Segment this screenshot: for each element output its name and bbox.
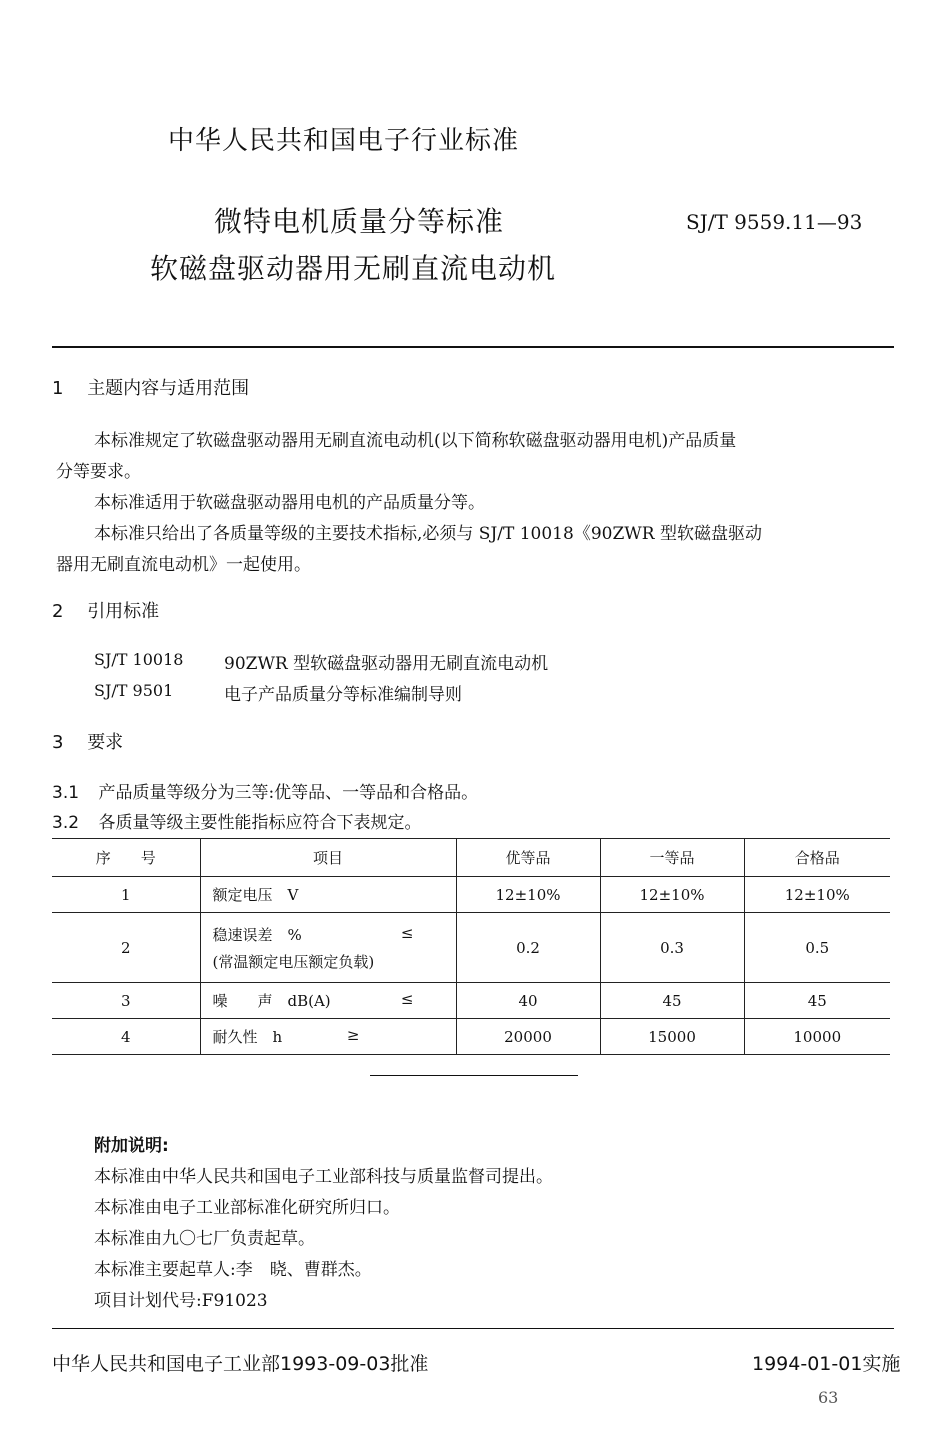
note-line-3: 本标准由九〇七厂负责起草。 [94,1229,315,1249]
section-1-paragraph-3-line-1: 本标准只给出了各质量等级的主要技术指标,必须与 SJ/T 10018《90ZWR 型软磁盘驱动 [94,524,762,544]
row-number: 1 [52,877,200,913]
qualified-grade-value: 10000 [744,1019,890,1055]
section-1-number: 1 [52,378,64,399]
qualified-grade-value: 12±10% [744,877,890,913]
note-line-2: 本标准由电子工业部标准化研究所归口。 [94,1198,400,1218]
end-of-text-rule [370,1075,578,1076]
column-header-superior-grade: 优等品 [456,839,600,877]
superior-grade-value: 0.2 [456,913,600,983]
note-line-1: 本标准由中华人民共和国电子工业部科技与质量监督司提出。 [94,1167,553,1187]
approval-statement: 中华人民共和国电子工业部1993-09-03批准 [52,1353,429,1375]
section-2-title: 引用标准 [87,601,160,622]
comparison-symbol: ≥ [346,1026,360,1044]
column-header-qualified-grade: 合格品 [744,839,890,877]
row-item [200,1019,456,1055]
first-grade-value: 12±10% [600,877,744,913]
document-title-line-1: 微特电机质量分等标准 [214,205,505,238]
first-grade-value: 45 [600,983,744,1019]
clause-3-1-text: 产品质量等级分为三等:优等品、一等品和合格品。 [98,783,479,803]
clause-3-1-number: 3.1 [52,783,80,803]
first-grade-value: 0.3 [600,913,744,983]
column-header-first-grade: 一等品 [600,839,744,877]
row-item-label: 稳速误差 % [212,925,302,944]
section-1-paragraph-1-line-2: 分等要求。 [56,462,141,482]
superior-grade-value: 20000 [456,1019,600,1055]
section-3-number: 3 [52,732,64,753]
section-2-heading [52,597,159,623]
row-item-label: 噪 声 dB(A) [212,992,331,1010]
clause-3-2-text: 各质量等级主要性能指标应符合下表规定。 [98,813,422,833]
section-1-heading [52,374,249,400]
superior-grade-value: 12±10% [456,877,600,913]
effective-date: 1994-01-01实施 [752,1353,901,1375]
row-item-label: 额定电压 V [212,886,299,904]
column-header-number: 序 号 [52,839,200,877]
row-item [200,877,456,913]
quality-grade-table [52,838,890,1055]
row-number: 3 [52,983,200,1019]
row-item [200,983,456,1019]
table-row [52,983,890,1019]
header-divider [52,346,894,348]
comparison-symbol: ≤ [400,990,414,1008]
qualified-grade-value: 45 [744,983,890,1019]
reference-title-1: 90ZWR 型软磁盘驱动器用无刷直流电动机 [224,654,549,674]
page-number: 63 [818,1388,839,1407]
section-1-title: 主题内容与适用范围 [87,378,250,399]
clause-3-1 [52,778,478,803]
superior-grade-value: 40 [456,983,600,1019]
column-header-item: 项目 [200,839,456,877]
table-row [52,913,890,983]
standard-number: SJ/T 9559.11—93 [686,210,863,234]
section-3-heading [52,728,123,754]
table-row [52,1019,890,1055]
issuing-organization-title: 中华人民共和国电子行业标准 [168,126,520,156]
clause-3-2-number: 3.2 [52,813,80,833]
row-number: 4 [52,1019,200,1055]
notes-heading: 附加说明: [94,1136,169,1156]
section-2-number: 2 [52,601,64,622]
first-grade-value: 15000 [600,1019,744,1055]
section-1-paragraph-1-line-1: 本标准规定了软磁盘驱动器用无刷直流电动机(以下简称软磁盘驱动器用电机)产品质量 [94,431,737,451]
qualified-grade-value: 0.5 [744,913,890,983]
row-number: 2 [52,913,200,983]
row-item-note: (常温额定电压额定负载) [212,952,375,971]
section-1-paragraph-2: 本标准适用于软磁盘驱动器用电机的产品质量分等。 [94,493,485,513]
reference-title-2: 电子产品质量分等标准编制导则 [224,685,462,705]
note-line-5: 项目计划代号:F91023 [94,1291,268,1311]
section-1-paragraph-3-line-2: 器用无刷直流电动机》一起使用。 [56,555,311,575]
comparison-symbol: ≤ [400,923,414,942]
reference-code-1: SJ/T 10018 [94,650,184,669]
table-header-row [52,839,890,877]
row-item-label: 耐久性 h [212,1028,283,1046]
document-title-line-2: 软磁盘驱动器用无刷直流电动机 [150,252,557,285]
footer-divider [52,1328,894,1329]
table-row [52,877,890,913]
note-line-4: 本标准主要起草人:李 晓、曹群杰。 [94,1260,372,1280]
section-3-title: 要求 [87,732,124,753]
row-item [200,913,456,983]
reference-code-2: SJ/T 9501 [94,681,174,700]
clause-3-2 [52,808,421,833]
